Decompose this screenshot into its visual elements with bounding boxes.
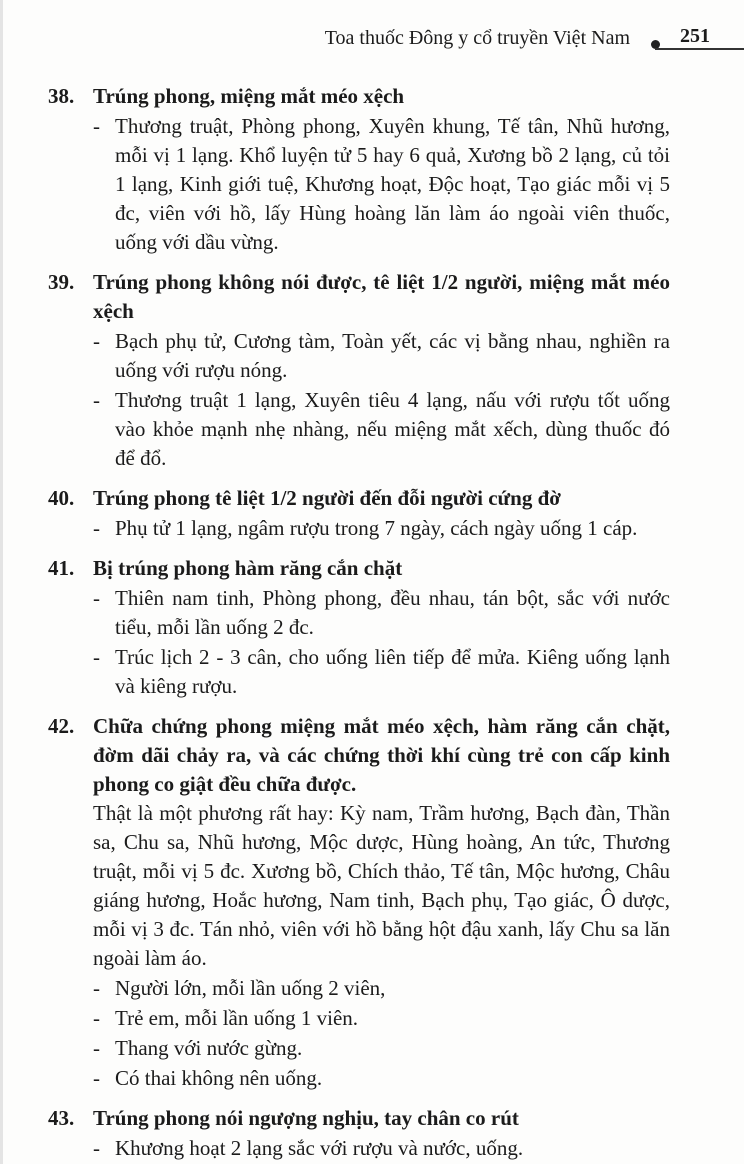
entry-heading: Bị trúng phong hàm răng cắn chặt xyxy=(93,556,403,580)
entry-body xyxy=(93,326,670,473)
bullet-item xyxy=(93,1034,670,1063)
page-number: 251 xyxy=(680,25,710,47)
entry-heading: Trúng phong không nói được, tê liệt 1/2 người, miệng mắt méo xệch xyxy=(93,270,670,323)
bullet-dash: - xyxy=(93,645,100,669)
bullet-item xyxy=(93,643,670,701)
bullet-text: Trẻ em, mỗi lần uống 1 viên. xyxy=(115,1006,359,1030)
bullet-dash: - xyxy=(93,114,100,138)
bullet-text: Thang với nước gừng. xyxy=(115,1036,303,1060)
bullet-item xyxy=(93,584,670,642)
entry-number: 38. xyxy=(48,84,75,108)
remedy-entry xyxy=(48,268,670,473)
bullet-text: Người lớn, mỗi lần uống 2 viên, xyxy=(115,976,386,1000)
running-header-title: Toa thuốc Đông y cổ truyền Việt Nam xyxy=(324,27,630,49)
bullet-text: Khương hoạt 2 lạng sắc với rượu và nước, uống. xyxy=(115,1136,524,1160)
entry-body xyxy=(93,583,670,701)
bullet-dash: - xyxy=(93,329,100,353)
entry-number: 39. xyxy=(48,270,75,294)
entry-body xyxy=(93,111,670,257)
entry-heading: Trúng phong, miệng mắt méo xệch xyxy=(93,84,405,108)
remedy-entry xyxy=(48,82,670,257)
bullet-item xyxy=(93,1004,670,1033)
entry-heading: Trúng phong nói ngượng nghịu, tay chân co rút xyxy=(93,1106,519,1130)
entry-number: 43. xyxy=(48,1106,75,1130)
bullet-dash: - xyxy=(93,1136,100,1160)
entry-body xyxy=(93,799,670,1093)
bullet-text: Trúc lịch 2 - 3 cân, cho uống liên tiếp để mửa. Kiêng uống lạnh và kiêng rượu. xyxy=(115,645,670,698)
remedy-entry xyxy=(48,484,670,543)
bullet-dash: - xyxy=(93,388,100,412)
bullet-text: Bạch phụ tử, Cương tàm, Toàn yết, các vị bằng nhau, nghiền ra uống với rượu nóng. xyxy=(115,329,670,382)
bullet-dash: - xyxy=(93,976,100,1000)
entry-list xyxy=(48,82,670,1163)
bullet-text: Thương truật, Phòng phong, Xuyên khung, Tế tân, Nhũ hương, mỗi vị 1 lạng. Khổ luyện tử 5 hay 6 quả, Xương bồ 2 lạng, củ tỏi 1 lạng, Kinh giới tuệ, Khương hoạt, Độc hoạt, Tạo giác mỗi vị 5 đc, viên với hồ, lấy Hùng hoàng lăn làm áo ngoài viên thuốc, uống với dầu vừng. xyxy=(115,114,670,254)
bullet-text: Thiên nam tinh, Phòng phong, đều nhau, tán bột, sắc với nước tiểu, mỗi lần uống 2 đc. xyxy=(115,586,670,639)
entry-paragraph: Thật là một phương rất hay: Kỳ nam, Trầm hương, Bạch đàn, Thần sa, Chu sa, Nhũ hương, Mộc dược, Hùng hoàng, An tức, Thương truật, mỗi vị 5 đc. Xương bồ, Chích thảo, Tế tân, Mộc hương, Châu giáng hương, Hoắc hương, Nam tinh, Bạch phụ, Tạo giác, Ô dược, mỗi vị 3 đc. Tán nhỏ, viên với hồ bằng hột đậu xanh, lấy Chu sa lăn ngoài làm áo. xyxy=(93,801,670,970)
bullet-dash: - xyxy=(93,1006,100,1030)
entry-number: 41. xyxy=(48,556,75,580)
bullet-dash: - xyxy=(93,1036,100,1060)
bullet-dash: - xyxy=(93,586,100,610)
bullet-item xyxy=(93,112,670,257)
entry-number: 42. xyxy=(48,714,75,738)
bullet-item xyxy=(93,1064,670,1093)
bullet-item xyxy=(93,327,670,385)
remedy-entry xyxy=(48,712,670,1093)
entry-body xyxy=(93,1133,670,1163)
bullet-text: Phụ tử 1 lạng, ngâm rượu trong 7 ngày, cách ngày uống 1 cáp. xyxy=(115,516,638,540)
remedy-entry xyxy=(48,554,670,701)
entry-body xyxy=(93,513,670,543)
bullet-text: Thương truật 1 lạng, Xuyên tiêu 4 lạng, nấu với rượu tốt uống vào khỏe mạnh nhẹ nhàng, nếu miệng mắt xếch, dùng thuốc đó để đổ. xyxy=(115,388,670,470)
bullet-dash: - xyxy=(93,516,100,540)
remedy-entry xyxy=(48,1104,670,1163)
bullet-item xyxy=(93,1134,670,1163)
entry-number: 40. xyxy=(48,486,75,510)
bullet-item xyxy=(93,514,670,543)
bullet-text: Có thai không nên uống. xyxy=(115,1066,323,1090)
entry-heading: Chữa chứng phong miệng mắt méo xệch, hàm răng cắn chặt, đờm dãi chảy ra, và các chứng thời khí cùng trẻ con cấp kinh phong co giật đều chữa được. xyxy=(93,714,670,796)
bullet-dash: - xyxy=(93,1066,100,1090)
entry-heading: Trúng phong tê liệt 1/2 người đến đỗi người cứng đờ xyxy=(93,486,561,510)
bullet-item xyxy=(93,974,670,1003)
bullet-item xyxy=(93,386,670,473)
header-rule xyxy=(655,48,744,50)
scan-edge-shadow xyxy=(0,0,3,1164)
